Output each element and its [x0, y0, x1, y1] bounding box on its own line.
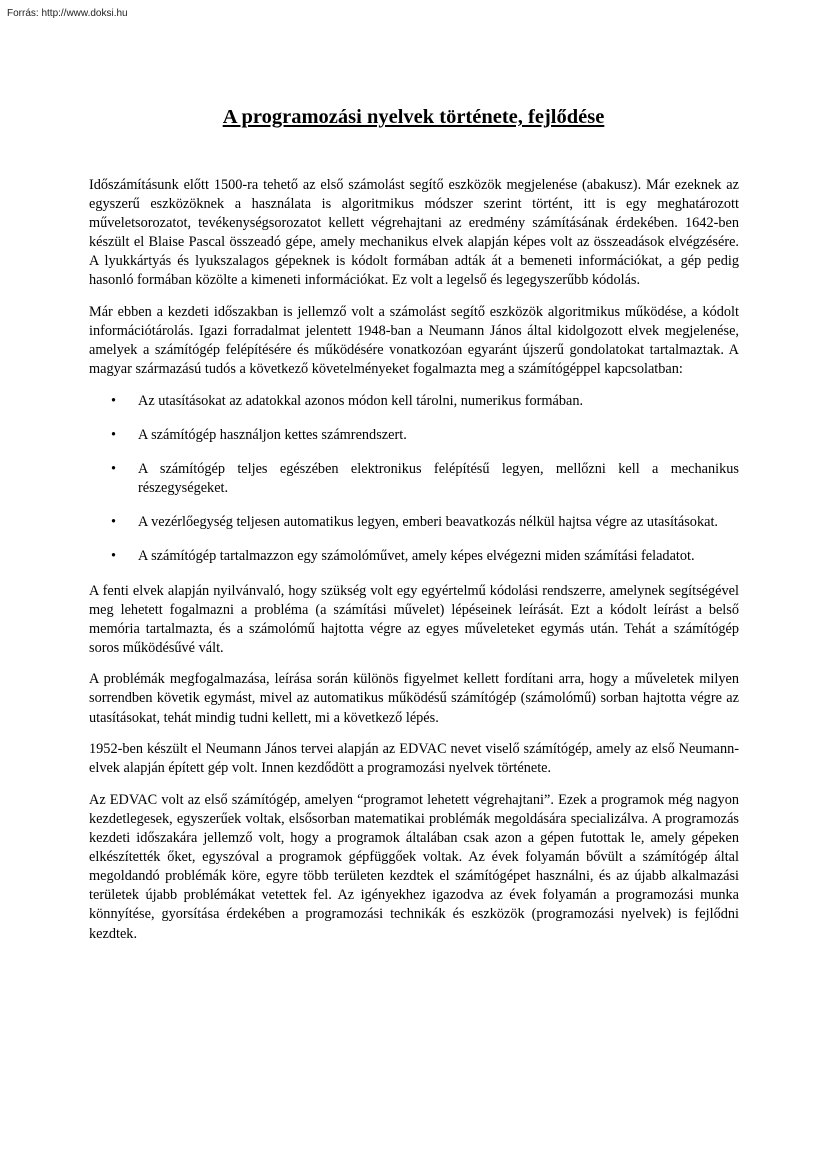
- list-item-text: A vezérlőegység teljesen automatikus legyen, emberi beavatkozás nélkül hajtsa végre az utasításokat.: [138, 514, 719, 531]
- list-item: [89, 513, 739, 532]
- bullet-icon: •: [111, 514, 117, 531]
- page-title: A programozási nyelvek története, fejlődése: [222, 106, 605, 128]
- list-item-text: Az utasításokat az adatokkal azonos módon kell tárolni, numerikus formában.: [138, 392, 584, 409]
- list-item: [89, 547, 739, 566]
- requirements-list: [89, 392, 739, 567]
- paragraph-6: Az EDVAC volt az első számítógép, amelyen “programot lehetett végrehajtani”. Ezek a programok még nagyon kezdetlegesek, egyszerűek voltak, elsősorban matematikai problémák megoldására specializálva. A programozás kezdeti időszakára jellemző volt, hogy a programok általában csak azon a gépen futottak le, amely gépeken elkészítették őket, egyszóval a programok gépfüggőek voltak. Az évek folyamán bővült a számítógép által megoldandó problémák köre, egyre több területen kezdtek el számítógépet használni, és az újabb alkalmazási területek újabb problémákat vetettek fel. Az igényekhez igazodva az évek folyamán a programozási munka könnyítése, gyorsítása érdekében a programozási technikák és eszközök (programozási nyelvek) is fejlődni kezdtek.: [89, 791, 739, 942]
- list-item-text: A számítógép teljes egészében elektronikus felépítésű legyen, mellőzni kell a mechanikus részegységeket.: [138, 461, 739, 497]
- bullet-icon: •: [111, 461, 117, 478]
- paragraph-5: 1952-ben készült el Neumann János tervei alapján az EDVAC nevet viselő számítógép, amely az első Neumann-elvek alapján épített gép volt. Innen kezdődött a programozási nyelvek története.: [89, 741, 739, 777]
- bullet-icon: •: [111, 392, 117, 409]
- paragraph-1: Időszámításunk előtt 1500-ra tehető az első számolást segítő eszközök megjelenése (abakusz). Már ezeknek az egyszerű eszközöknek a használata is algoritmikus módszer szerint történt, itt is egy meghatározott műveletsorozatot, tevékenységsorozatot kellett végrehajtani az eredmény számításának érdekében. 1642-ben készült el Blaise Pascal összeadó gépe, amely mechanikus elvek alapján képes volt az összeadások elvégzésére. A lyukkártyás és lyukszalagos gépeknek is kódolt formában adták át a bemeneti információkat, a gép pedig hasonló formában közölte a kimeneti információkat. Ez volt a legelső és legegyszerűbb kódolás.: [89, 177, 739, 289]
- bullet-icon: •: [111, 427, 117, 444]
- document-body: [89, 176, 739, 956]
- list-item-text: A számítógép tartalmazzon egy számolóművet, amely képes elvégezni miden számítási feladatot.: [138, 548, 695, 565]
- list-item: [89, 460, 739, 498]
- source-label: Forrás: http://www.doksi.hu: [7, 8, 128, 19]
- bullet-icon: •: [111, 548, 117, 565]
- list-item: [89, 426, 739, 445]
- list-item-text: A számítógép használjon kettes számrendszert.: [138, 427, 407, 444]
- list-item: [89, 392, 739, 411]
- paragraph-4: A problémák megfogalmazása, leírása során különös figyelmet kellett fordítani arra, hogy a műveletek milyen sorrendben követik egymást, mivel az automatikus működésű számítógép (számolómű) sorban hajtotta végre az utasításokat, tehát mindig tudni kellett, mi a következő lépés.: [89, 671, 739, 726]
- paragraph-2: Már ebben a kezdeti időszakban is jellemző volt a számolást segítő eszközök algoritmikus működése, a kódolt információtárolás. Igazi forradalmat jelentett 1948-ban a Neumann János által kidolgozott elvek megjelenése, amelyek a számítógép felépítésére és működésére vonatkozóan egyaránt újszerű gondolatokat tartalmaztak. A magyar származású tudós a következő követelményeket fogalmazta meg a számítógéppel kapcsolatban:: [89, 304, 739, 378]
- paragraph-3: A fenti elvek alapján nyilvánvaló, hogy szükség volt egy egyértelmű kódolási rendszerre, amelynek segítségével meg lehetett fogalmazni a probléma (a számítási művelet) lépéseinek leírását. Ezt a kódolt leírást a belső memória tartalmazta, és a számolómű hajtotta végre az egyes műveleteket egymás után. Tehát a számítógép soros működésűvé vált.: [89, 582, 739, 656]
